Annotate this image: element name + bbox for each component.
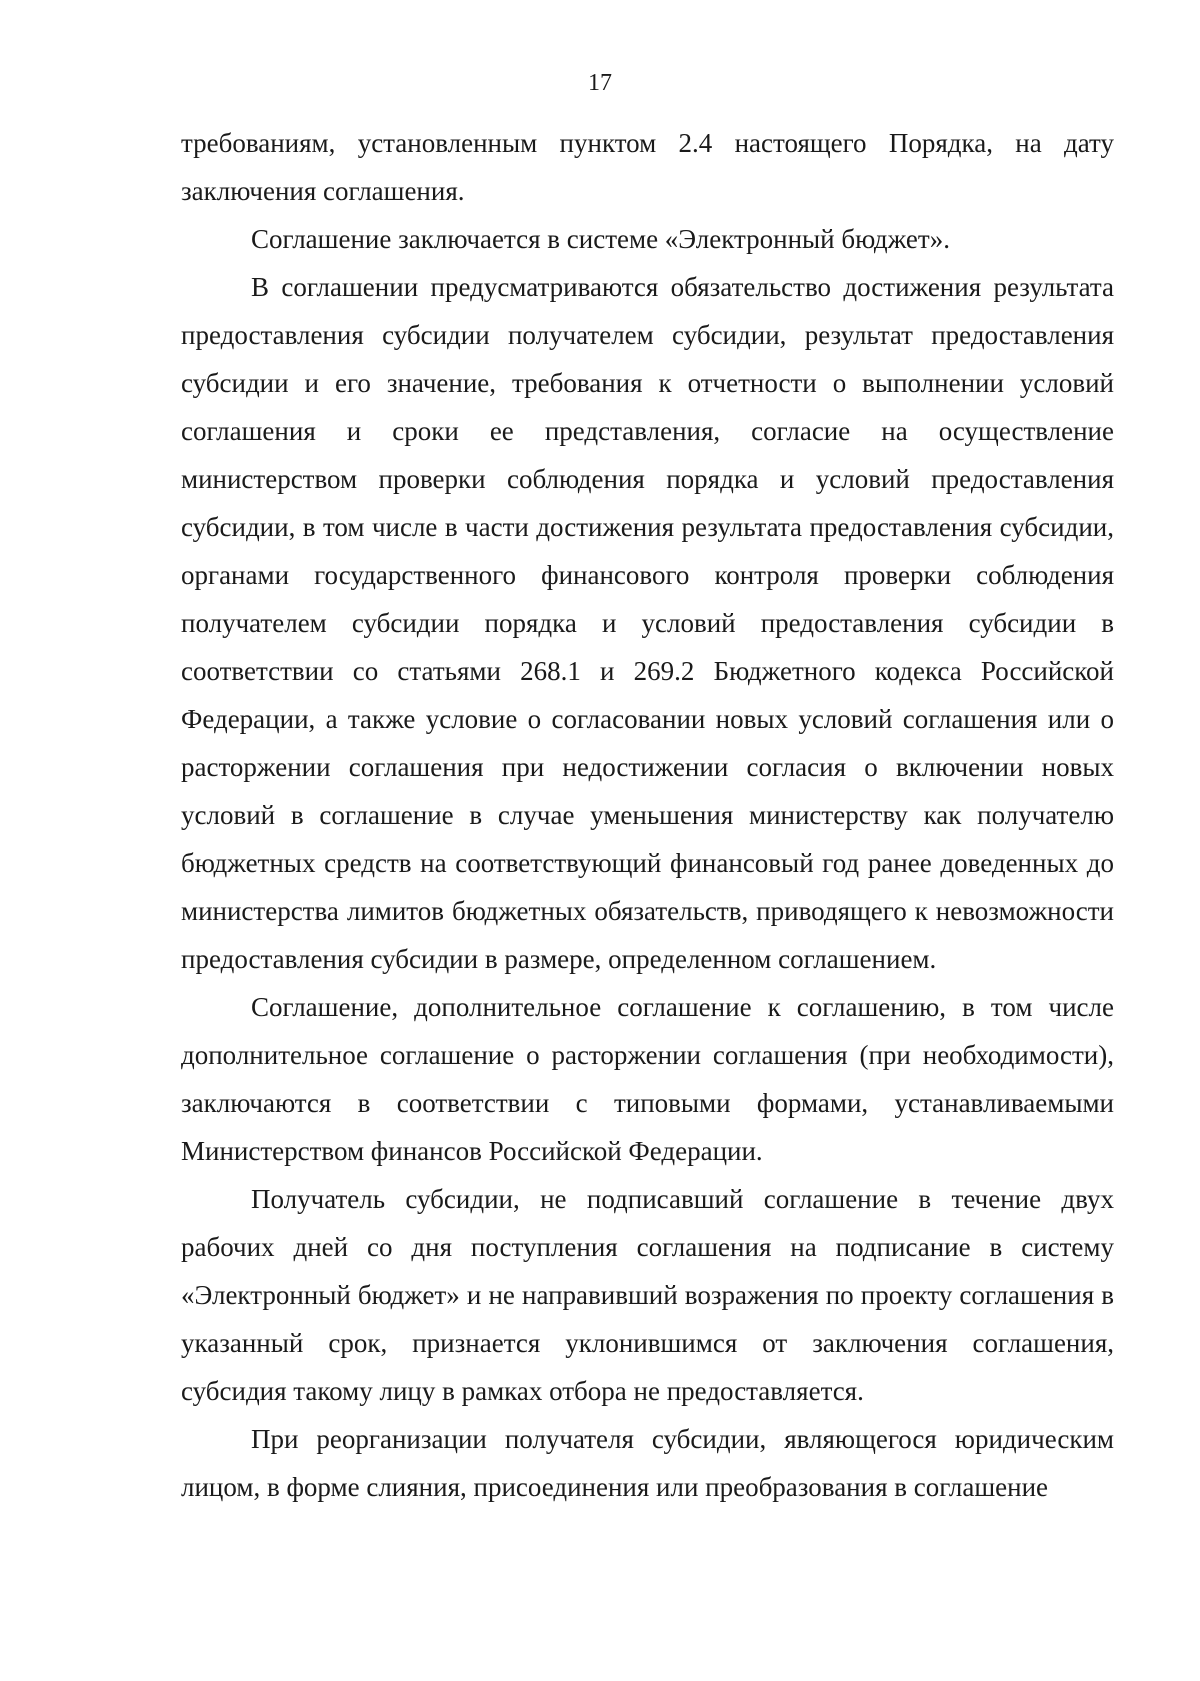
document-body (181, 119, 1114, 1511)
paragraph-standard-forms: Соглашение, дополнительное соглашение к соглашению, в том числе дополнительное соглашение о расторжении соглашения (при необходимости), заключаются в соответствии с типовыми формами, устанавливаемыми Министерством финансов Российской Федерации. (181, 992, 1114, 1166)
paragraph-signing-deadline: Получатель субсидии, не подписавший соглашение в течение двух рабочих дней со дня поступления соглашения на подписание в систему «Электронный бюджет» и не направивший возражения по проекту соглашения в указанный срок, признается уклонившимся от заключения соглашения, субсидия такому лицу в рамках отбора не предоставляется. (181, 1184, 1114, 1406)
paragraph-continuation: требованиям, установленным пунктом 2.4 настоящего Порядка, на дату заключения соглашения. (181, 128, 1114, 206)
page-number: 17 (588, 70, 612, 96)
paragraph-electronic-budget: Соглашение заключается в системе «Электронный бюджет». (251, 224, 950, 254)
paragraph-reorganization: При реорганизации получателя субсидии, являющегося юридическим лицом, в форме слияния, присоединения или преобразования в соглашение (181, 1424, 1114, 1502)
paragraph-agreement-terms: В соглашении предусматриваются обязательство достижения результата предоставления субсидии получателем субсидии, результат предоставления субсидии и его значение, требования к отчетности о выполнении условий соглашения и сроки ее представления, согласие на осуществление министерством проверки соблюдения порядка и условий предоставления субсидии, в том числе в части достижения результата предоставления субсидии, органами государственного финансового контроля проверки соблюдения получателем субсидии порядка и условий предоставления субсидии в соответствии со статьями 268.1 и 269.2 Бюджетного кодекса Российской Федерации, а также условие о согласовании новых условий соглашения или о расторжении соглашения при недостижении согласия о включении новых условий в соглашение в случае уменьшения министерству как получателю бюджетных средств на соответствующий финансовый год ранее доведенных до министерства лимитов бюджетных обязательств, приводящего к невозможности предоставления субсидии в размере, определенном соглашением. (181, 272, 1114, 974)
